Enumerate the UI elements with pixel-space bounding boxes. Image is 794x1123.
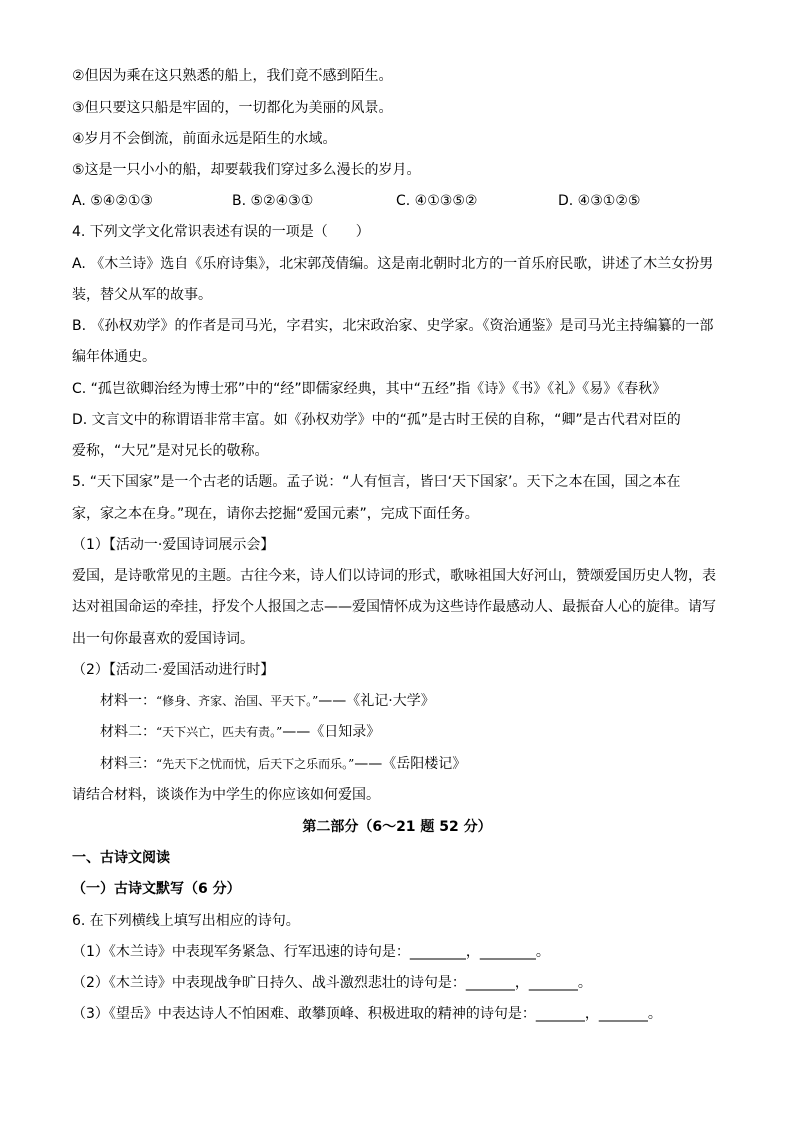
q5-stem-line1: 5. “天下国家”是一个古老的话题。孟子说：“人有恒言，皆曰‘天下国家’。天下之本在国，国之本在 — [72, 474, 681, 490]
q5-activity1-para-line3: 出一句你最喜欢的爱国诗词。 — [72, 631, 254, 647]
q5-activity2-question: 请结合材料，谈谈作为中学生的你应该如何爱国。 — [72, 787, 380, 803]
q4-option-d-line2: 爱称，“大兄”是对兄长的敬称。 — [72, 443, 269, 459]
material-3-source: ——《岳阳楼记》 — [354, 756, 467, 772]
q3-option-a: A. ⑤④②①③ — [72, 193, 153, 209]
q6-item-2: （2）《木兰诗》中表现战争旷日持久、战斗激烈悲壮的诗句是：_______，_______。 — [72, 975, 592, 991]
q4-option-c: C. “孤岂欲卿治经为博士邪”中的“经”即儒家经典，其中“五经”指《诗》《书》《礼》《易》《春秋》 — [72, 381, 667, 397]
q6-stem: 6. 在下列横线上填写出相应的诗句。 — [72, 913, 300, 929]
q3-sentence-4: ④岁月不会倒流，前面永远是陌生的水域。 — [72, 131, 337, 147]
q4-option-d-line1: D. 文言文中的称谓语非常丰富。如《孙权劝学》中的“孤”是古时王侯的自称，“卿”是古代君对臣的 — [72, 412, 681, 428]
material-2-quote: “天下兴亡，匹夫有责。” — [156, 725, 283, 739]
material-2-source: ——《日知录》 — [282, 724, 381, 740]
q4-stem: 4. 下列文学文化常识表述有误的一项是（ ） — [72, 224, 370, 240]
q5-activity1-title: （1）【活动一·爱国诗词展示会】 — [72, 537, 275, 553]
material-2 — [100, 723, 380, 741]
material-3-quote: “先天下之忧而忧，后天下之乐而乐。” — [156, 757, 355, 771]
material-1-source: ——《礼记·大学》 — [318, 693, 435, 709]
material-1-label: 材料一： — [100, 693, 156, 709]
q4-option-b-line2: 编年体通史。 — [72, 349, 156, 365]
q4-option-b-line1: B. 《孙权劝学》的作者是司马光，字君实，北宋政治家、史学家。《资治通鉴》是司马光主持编纂的一部 — [72, 318, 714, 334]
q5-activity1-para-line2: 达对祖国命运的牵挂，抒发个人报国之志——爱国情怀成为这些诗作最感动人、最振奋人心的旋律。请写 — [72, 599, 716, 615]
q6-item-1: （1）《木兰诗》中表现军务紧急、行军迅速的诗句是：________，________。 — [72, 944, 550, 960]
q5-stem-line2: 家，家之本在身。”现在，请你去挖掘“爱国元素”，完成下面任务。 — [72, 506, 479, 522]
part-two-title: 第二部分（6～21 题 52 分） — [302, 819, 492, 835]
material-3-label: 材料三： — [100, 756, 156, 772]
q4-option-a-line2: 装，替父从军的故事。 — [72, 287, 212, 303]
subsection-one-title: （一）古诗文默写（6 分） — [72, 881, 241, 897]
q3-sentence-5: ⑤这是一只小小的船，却要载我们穿过多么漫长的岁月。 — [72, 162, 421, 178]
q5-activity2-title: （2）【活动二·爱国活动进行时】 — [72, 662, 275, 678]
material-1-quote: “修身、齐家、治国、平天下。” — [156, 694, 319, 708]
q5-activity1-para-line1: 爱国，是诗歌常见的主题。古往今来，诗人们以诗词的形式，歌咏祖国大好河山，赞颂爱国历史人物，表 — [72, 568, 716, 584]
q4-option-a-line1: A. 《木兰诗》选自《乐府诗集》，北宋郭茂倩编。这是南北朝时北方的一首乐府民歌，讲述了木兰女扮男 — [72, 256, 714, 272]
q3-sentence-2: ②但因为乘在这只熟悉的船上，我们竟不感到陌生。 — [72, 68, 393, 84]
material-1 — [100, 692, 435, 710]
q6-item-3: （3）《望岳》中表达诗人不怕困难、敢攀顶峰、积极进取的精神的诗句是：_______，_______。 — [72, 1006, 662, 1022]
section-one-title: 一、古诗文阅读 — [72, 850, 170, 866]
material-3 — [100, 755, 466, 773]
q3-option-c: C. ④①③⑤② — [396, 193, 478, 209]
q3-sentence-3: ③但只要这只船是牢固的，一切都化为美丽的风景。 — [72, 100, 393, 116]
q3-option-d: D. ④③①②⑤ — [558, 193, 641, 209]
q3-option-b: B. ⑤②④③① — [232, 193, 314, 209]
material-2-label: 材料二： — [100, 724, 156, 740]
